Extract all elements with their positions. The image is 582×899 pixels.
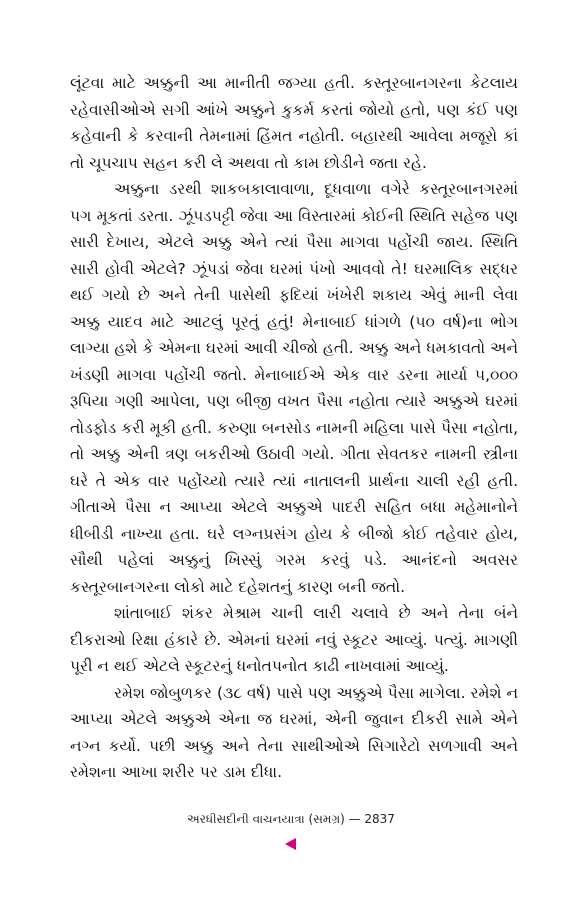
paragraph-1: લૂંટવા માટે અક્કુની આ માનીતી જગ્યા હતી. કસ્તૂરબાનગરના કેટલાય રહેવાસીઓએ સગી આંખે અક્કુને કુકર્મ કરતાં જોયો હતો, પણ કંઈ પણ કહેવાની કે કરવાની તેમનામાં હિંમત નહોતી. બહારથી આવેલા મજૂરો કાં તો ચૂપચાપ સહન કરી લે અથવા તો કામ છોડીને જતા રહે. — [70, 74, 518, 172]
previous-page-arrow-icon[interactable] — [285, 838, 296, 850]
page-footer: અરધીસદીની વાચનયાત્રા (સમગ્ર) — 2837 — [187, 812, 395, 826]
page-body — [70, 70, 518, 786]
paragraph-2: અક્કુના ડરથી શાકબકાલાવાળા, દૂધવાળા વગેરે કસ્તૂરબાનગરમાં પગ મૂકતાં ડરતા. ઝૂંપડપટ્ટી જેવા આ વિસ્તારમાં કોઈની સ્થિતિ સહેજ પણ સારી દેખાય, એટલે અક્કુ એને ત્યાં પૈસા માગવા પહોંચી જાય. સ્થિતિ સારી હોવી એટલે? ઝૂંપડાં જેવા ઘરમાં પંખો આવવો તે! ઘરમાલિક સદ્ધર થઈ ગયો છે અને તેની પાસેથી ફદિયાં ખંખેરી શકાય એવું માની લેવા અક્કુ યાદવ માટે આટલું પૂરતું હતું! મેનાબાઈ ધાંગળે (૫૦ વર્ષ)ના ભોગ લાગ્યા હશે કે એમના ઘરમાં આવી ચીજો હતી. અક્કુ અને ધમકાવતો અને ખંડણી માગવા પહોંચી જતો. મેનાબાઈએ એક વાર ડરના માર્યા ૫,૦૦૦ રૂપિયા ગણી આપેલા, પણ બીજી વખત પૈસા નહોતા ત્યારે અક્કુએ ઘરમાં તોડફોડ કરી મૂકી હતી. કરુણા બનસોડ નામની મહિલા પાસે પૈસા નહોતા, તો અક્કુ એની ત્રણ બકરીઓ ઉઠાવી ગયો. ગીતા સેવતકર નામની સ્ત્રીના ઘરે તે એક વાર પહોંચ્યો ત્યારે ત્યાં નાતાલની પ્રાર્થના ચાલી રહી હતી. ગીતાએ પૈસા ન આપ્યા એટલે અક્કુએ પાદરી સહિત બધા મહેમાનોને ધીબીડી નાખ્યા હતા. ઘરે લગ્નપ્રસંગ હોય કે બીજો કોઈ તહેવાર હોય, સૌથી પહેલાં અક્કુનું ખિસ્સું ગરમ કરવું પડે. આનંદનો અવસર કસ્તૂરબાનગરના લોકો માટે દહેશતનું કારણ બની જતો. — [70, 180, 518, 596]
paragraph-4: રમેશ જોબુળકર (૩૮ વર્ષ) પાસે પણ અક્કુએ પૈસા માગેલા. રમેશે ન આપ્યા એટલે અક્કુએ એના જ ઘરમાં, એની જુવાન દીકરી સામે એને નગ્ન કર્યો. પછી અક્કુ અને તેના સાથીઓએ સિગારેટો સળગાવી અને રમેશના આખા શરીર પર ડામ દીધા. — [70, 683, 518, 781]
paragraph-3: શાંતાબાઈ શંકર મેશ્રામ ચાની લારી ચલાવે છે અને તેના બંને દીકરાઓ રિક્ષા હંકારે છે. એમનાં ઘરમાં નવું સ્કૂટર આવ્યું. પત્યું. માગણી પૂરી ન થઈ એટલે સ્કૂટરનું ધનોતપનોત કાઢી નાખવામાં આવ્યું. — [70, 604, 518, 675]
